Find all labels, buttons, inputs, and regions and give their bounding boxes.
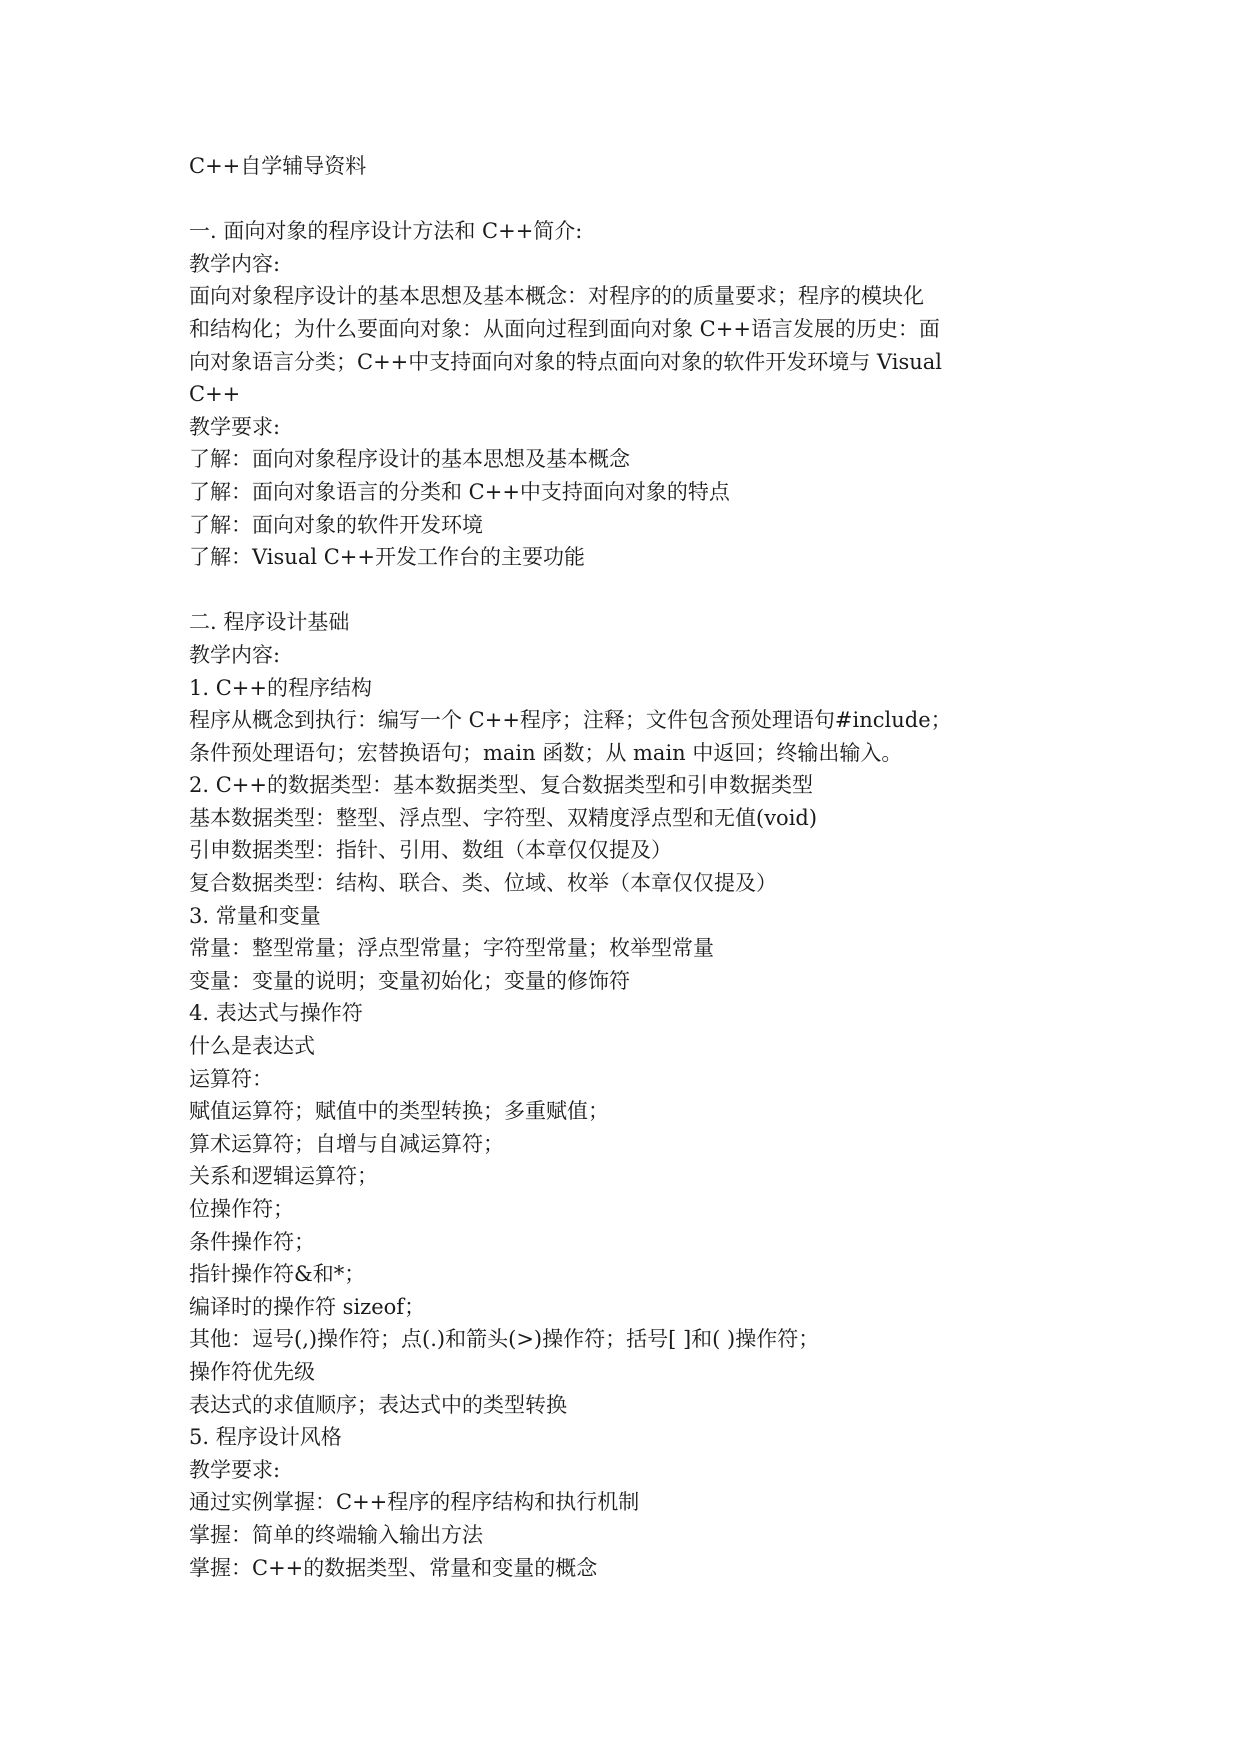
section2-line: 4. 表达式与操作符 [189, 1001, 363, 1026]
section1-content-line: 面向对象程序设计的基本思想及基本概念：对程序的的质量要求；程序的模块化 [189, 284, 924, 309]
section2-line: 算术运算符；自增与自减运算符； [189, 1131, 504, 1156]
section2-line: 什么是表达式 [189, 1034, 315, 1059]
section2-line: 5. 程序设计风格 [189, 1425, 342, 1450]
section2-requirement-line: 通过实例掌握：C++程序的程序结构和执行机制 [189, 1490, 640, 1515]
document-page [189, 150, 989, 1584]
section2-line: 指针操作符&和*； [189, 1262, 366, 1287]
section2-line: 运算符： [189, 1066, 273, 1091]
section2-line: 常量：整型常量；浮点型常量；字符型常量；枚举型常量 [189, 936, 714, 961]
section1-content-label: 教学内容: [189, 251, 281, 276]
section2-line: 编译时的操作符 sizeof； [189, 1294, 426, 1319]
section2-line: 表达式的求值顺序；表达式中的类型转换 [189, 1392, 567, 1417]
section2-heading: 二. 程序设计基础 [189, 610, 350, 635]
section2-line: 条件操作符； [189, 1229, 315, 1254]
section1-heading: 一. 面向对象的程序设计方法和 C++简介: [189, 219, 583, 244]
section2-line: 条件预处理语句；宏替换语句；main 函数；从 main 中返回；终输出输入。 [189, 740, 903, 765]
section2-line: 位操作符； [189, 1197, 294, 1221]
section1-requirement-line: 了解：面向对象的软件开发环境 [189, 512, 483, 537]
section2-line: 变量：变量的说明；变量初始化；变量的修饰符 [189, 968, 630, 993]
section1-requirement-line: 了解：面向对象程序设计的基本思想及基本概念 [189, 447, 630, 472]
section2-line: 引申数据类型：指针、引用、数组（本章仅仅提及） [189, 838, 672, 863]
section1-content-line: 向对象语言分类；C++中支持面向对象的特点面向对象的软件开发环境与 Visual [189, 349, 942, 374]
section1-requirement-line: 了解：面向对象语言的分类和 C++中支持面向对象的特点 [189, 479, 730, 504]
section2-line: 2. C++的数据类型：基本数据类型、复合数据类型和引申数据类型 [189, 773, 813, 798]
section2-line: 复合数据类型：结构、联合、类、位域、枚举（本章仅仅提及） [189, 871, 777, 896]
blank-line [189, 574, 989, 607]
section1-content-line: 和结构化；为什么要面向对象：从面向过程到面向对象 C++语言发展的历史：面 [189, 316, 940, 341]
blank-line [189, 183, 989, 216]
section2-requirement-line: 掌握：C++的数据类型、常量和变量的概念 [189, 1555, 598, 1580]
section2-line: 1. C++的程序结构 [189, 675, 372, 700]
section2-line: 3. 常量和变量 [189, 903, 321, 928]
section2-requirement-label: 教学要求: [189, 1457, 281, 1482]
section2-line: 基本数据类型：整型、浮点型、字符型、双精度浮点型和无值(void) [189, 805, 818, 830]
section2-line: 程序从概念到执行：编写一个 C++程序；注释；文件包含预处理语句#include； [189, 708, 952, 733]
section2-line: 赋值运算符；赋值中的类型转换；多重赋值； [189, 1099, 609, 1124]
section2-requirement-line: 掌握：简单的终端输入输出方法 [189, 1522, 483, 1547]
section1-requirement-line: 了解：Visual C++开发工作台的主要功能 [189, 545, 585, 570]
section1-requirement-label: 教学要求: [189, 414, 281, 439]
section1-content-line: C++ [189, 382, 241, 407]
section2-content-label: 教学内容: [189, 642, 281, 667]
section2-line: 操作符优先级 [189, 1359, 315, 1384]
document-title: C++自学辅导资料 [189, 154, 367, 178]
section2-line: 关系和逻辑运算符； [189, 1164, 378, 1189]
section2-line: 其他：逗号(,)操作符；点(.)和箭头(>)操作符；括号[ ]和( )操作符； [189, 1327, 820, 1352]
